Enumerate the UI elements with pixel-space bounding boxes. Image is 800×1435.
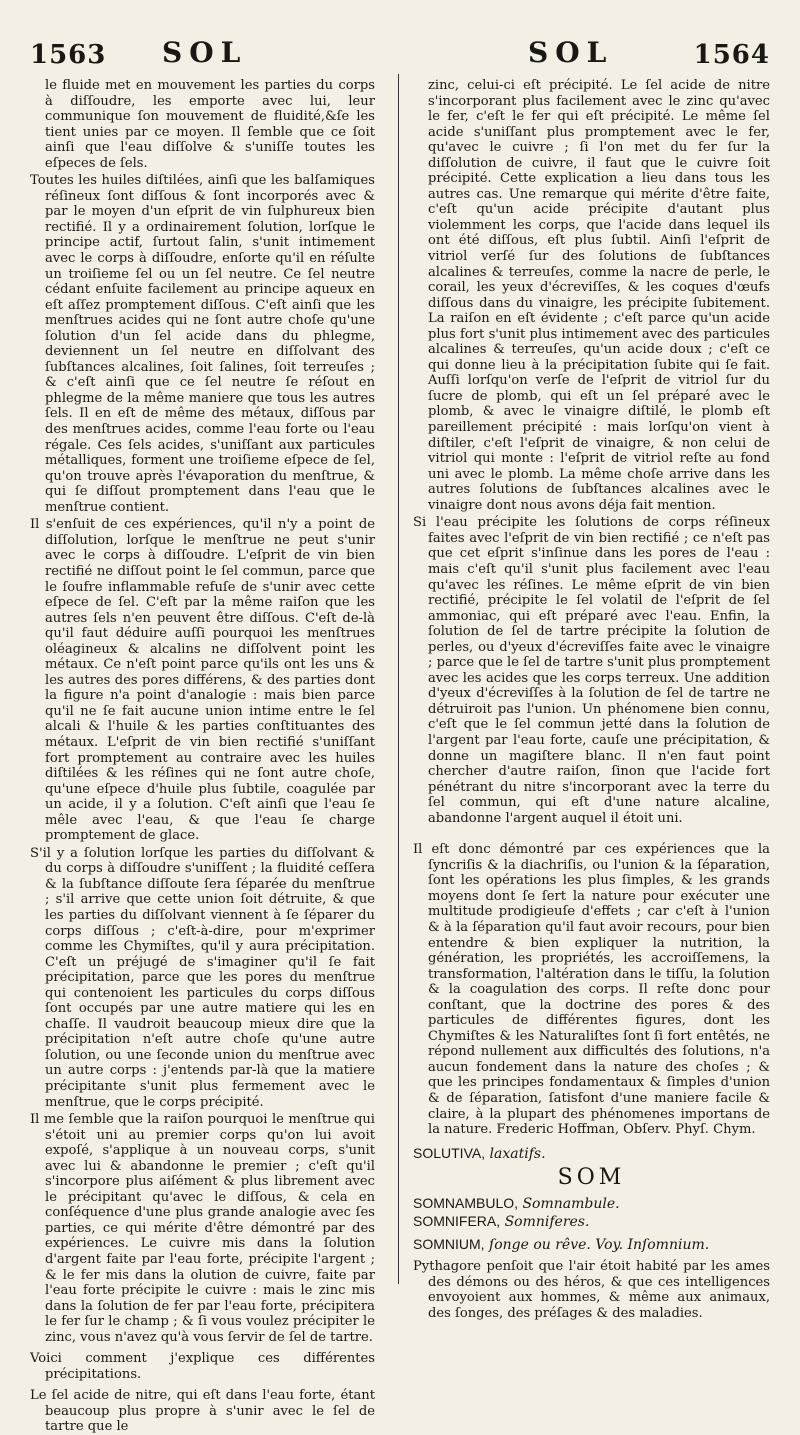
paragraph: Pythagore penſoit que l'air étoit habité par les ames des démons ou des héros, & que ces intelligences envoyoient aux hommes, & même aux animaux, des ſonges, des préſages & des maladies. (413, 1259, 770, 1322)
right-running-head: SOL (528, 36, 614, 69)
paragraph: zinc, celui-ci eſt précipité. Le ſel acide de nitre s'incorporant plus facilement avec le zinc qu'avec le fer, c'eſt le fer qui eſt précipité. Le même ſel acide s'uniſſant plus promptement avec le fer, qu'avec le cuivre ; ſi l'on met du fer ſur la diſſolution de cuivre, il faut que le cuivre ſoit précipité. Cette explication a lieu dans tous les autres cas. Une remarque qui mérite d'être faite, c'eſt qu'un acide précipite d'autant plus violemment les corps, que l'acide dans lequel ils ont été diſſous, eſt plus ſubtil. Ainſi l'eſprit de vitriol verſé ſur des ſolutions de ſubſtances alcalines & terreuſes, comme la nacre de perle, le corail, les yeux d'écreviſſes, & les coques d'œufs diſſous dans du vinaigre, les précipite ſubitement. La raiſon en eſt évidente ; c'eſt parce qu'un acide plus fort s'unit plus intimement avec des particules alcalines & terreuſes, qu'un acide doux ; c'eſt ce qui donne lieu à la précipitation ſubite qui ſe fait. Auſſi lorſqu'on verſe de l'eſprit de vitriol ſur du ſucre de plomb, qui eſt un ſel préparé avec le plomb, & avec le vinaigre diſtilé, le plomb eſt pareillement précipité : mais lorſqu'on vient à diſtiler, c'eſt l'eſprit de vinaigre, & non celui de vitriol qui monte : l'eſprit de vitriol reſte au fond uni avec le plomb. La même choſe arrive dans les autres ſolutions de ſubſtances alcalines avec le vinaigre dont nous avons déja fait mention. (428, 78, 770, 513)
entry-somnifera (413, 1214, 770, 1231)
entry-definition: Somnambule. (522, 1195, 620, 1212)
entry-headword: SOLUTIVA, (413, 1144, 486, 1161)
left-column (30, 78, 375, 1435)
paragraph: Il s'enſuit de ces expériences, qu'il n'y a point de diſſolution, lorſque le menſtrue ne peut s'unir avec le corps à diſſoudre. L'eſprit de vin bien rectifié ne diſſout point le ſel commun, parce que le ſoufre inflammable refuſe de s'unir avec cette eſpece de ſel. C'eſt par la même raiſon que les autres ſels n'en peuvent être diſſous. C'eſt de-là qu'il faut déduire auſſi pourquoi les menſtrues oléagineux & alcalins ne diſſolvent point les métaux. Ce n'eſt point parce qu'ils ont les uns & les autres des pores différens, & des parties dont la figure n'a point d'analogie : mais bien parce qu'il ne ſe fait aucune union intime entre le ſel alcali & l'huile & les parties conſtituantes des métaux. L'eſprit de vin bien rectifié s'uniſſant fort promptement au contraire avec les huiles diſtilées & les réſines qui ne ſont autre choſe, qu'une eſpece d'huile plus ſubtile, coagulée par un acide, il y a ſolution. C'eſt ainſi que l'eau ſe mêle avec l'eau, & que l'eau ſe charge promptement de glace. (30, 517, 375, 844)
entry-definition: ſonge ou rêve. Voy. Inſomnium. (489, 1236, 710, 1253)
paragraph: Voici comment j'explique ces différentes précipitations. (30, 1351, 375, 1382)
right-page-number: 1564 (693, 40, 770, 70)
paragraph: Si l'eau précipite les ſolutions de corps réſineux faites avec l'eſprit de vin bien rectifié ; ce n'eſt pas que cet eſprit s'inſinue dans les pores de l'eau : mais c'eſt qu'il s'unit plus facilement avec l'eau qu'avec les réſines. Le même eſprit de vin bien rectifié, précipite le ſel volatil de l'eſprit de ſel ammoniac, qui eſt préparé avec l'eau. Enfin, la ſolution de ſel de tartre précipite la ſolution de perles, ou d'yeux d'écreviſſes faite avec le vinaigre ; parce que le ſel de tartre s'unit plus promptement avec les acides que les corps terreux. Une addition d'yeux d'écreviſſes à la ſolution de ſel de tartre ne détruiroit pas l'union. Un phénomene bien connu, c'eſt que le ſel commun jetté dans la ſolution de l'argent par l'eau forte, cauſe une précipitation, & donne un magiſtere blanc. Il n'en faut point chercher d'autre raiſon, ſinon que l'acide fort pénétrant du nitre s'incorporant avec la terre du ſel commun, qui eſt d'une nature alcaline, abandonne l'argent auquel il étoit uni. (413, 515, 770, 826)
section-heading: SOM (557, 1165, 626, 1191)
paragraph: Le ſel acide de nitre, qui eſt dans l'eau forte, étant beaucoup plus propre à s'unir avec le ſel de tartre que le (30, 1388, 375, 1435)
left-page-number: 1563 (30, 40, 107, 70)
entry-headword: SOMNIFERA, (413, 1213, 501, 1230)
entry-somnium (413, 1237, 770, 1254)
entry-solutiva (413, 1146, 770, 1163)
column-divider (398, 74, 399, 1284)
entry-definition: Somniferes. (504, 1214, 590, 1231)
entry-headword: SOMNIUM, (413, 1235, 485, 1252)
paragraph: le fluide met en mouvement les parties du corps à diſſoudre, les emporte avec lui, leur communique ſon mouvement de fluidité,&ſe les tient unies par ce moyen. Il ſemble que ce ſoit ainſi que l'eau diſſolve & s'uniſſe toutes les eſpeces de ſels. (45, 78, 375, 171)
paragraph: Toutes les huiles diſtilées, ainſi que les balſamiques réſineux ſont diſſous & ſont incorporés avec & par le moyen d'un eſprit de vin ſulphureux bien rectifié. Il y a ordinairement ſolution, lorſque le principe actif, ſurtout ſalin, s'unit intimement avec le corps à diſſoudre, enſorte qu'il en réſulte un troiſieme ſel ou un ſel neutre. Ce ſel neutre cédant enſuite facilement au principe aqueux en eſt aſſez promptement diſſous. C'eſt ainſi que les menſtrues acides qui ne ſont autre choſe qu'une ſolution d'un ſel acide dans du phlegme, deviennent un ſel neutre en diſſolvant des ſubſtances alcalines, ſoit ſalines, ſoit terreuſes ; & c'eſt ainſi que ce ſel neutre ſe réſout en phlegme de la même maniere que tous les autres ſels. Il en eſt de même des métaux, diſſous par des menſtrues acides, comme l'eau forte ou l'eau régale. Ces ſels acides, s'uniſſant aux particules métalliques, forment une troiſieme eſpece de ſel, qu'on trouve après l'évaporation du menſtrue, & qui ſe diſſout promptement dans l'eau que le menſtrue contient. (30, 173, 375, 515)
right-column (413, 78, 770, 1322)
paragraph: Il me ſemble que la raiſon pourquoi le menſtrue qui s'étoit uni au premier corps qu'on lui avoit expoſé, s'applique à un nouveau corps, s'unit avec lui & abandonne le premier ; c'eſt qu'il s'incorpore plus aiſément & plus librement avec le précipitant qu'avec le diſſous, & cela en conſéquence d'une plus grande analogie avec ſes parties, ce qui mérite d'être démontré par des expériences. Le cuivre mis dans la ſolution d'argent faite par l'eau forte, précipite l'argent ; & le fer mis dans la olution de cuivre, faite par l'eau forte précipite le cuivre : mais le zinc mis dans la ſolution de fer par l'eau forte, précipitera le fer ſur le champ ; & ſi vous voulez précipiter le zinc, vous n'avez qu'à vous ſervir de ſel de tartre. (30, 1112, 375, 1345)
page-header (0, 36, 800, 70)
entry-definition: laxatifs. (489, 1145, 546, 1162)
paragraph: S'il y a ſolution lorſque les parties du diſſolvant & du corps à diſſoudre s'uniſſent ; la fluidité ceſſera & la ſubſtance diſſoute ſera ſéparée du menſtrue ; s'il arrive que cette union ſoit détruite, & que les parties du diſſolvant viennent à ſe ſéparer du corps diſſous ; c'eſt-à-dire, pour m'exprimer comme les Chymiſtes, qu'il y aura précipitation. C'eſt un préjugé de s'imaginer qu'il ſe fait précipitation, parce que les pores du menſtrue qui contenoient les particules du corps diſſous ſont occupés par une autre matiere qui les en chaſſe. Il vaudroit beaucoup mieux dire que la précipitation n'eſt autre choſe qu'une autre ſolution, ou une ſeconde union du menſtrue avec un autre corps : j'entends par-là que la matiere précipitante s'unit plus fermement avec le menſtrue, que le corps précipité. (30, 845, 375, 1110)
entry-somnambulo (413, 1196, 770, 1213)
entry-headword: SOMNAMBULO, (413, 1194, 519, 1211)
paragraph: Il eſt donc démontré par ces expériences que la ſyncriſis & la diachriſis, ou l'union & la ſéparation, ſont les opérations les plus ſimples, & les grands moyens dont ſe ſert la nature pour exécuter une multitude prodigieuſe d'effets ; car c'eſt à l'union & à la ſéparation qu'il faut avoir recours, pour bien entendre & bien expliquer la nutrition, la génération, les propriétés, les accroiſſemens, la transformation, l'altération dans le tiſſu, la ſolution & la coagulation des corps. Il reſte donc pour conſtant, que la doctrine des pores & des particules de différentes figures, dont les Chymiſtes & les Naturaliſtes ſont ſi fort entêtés, ne répond nullement aux difficultés des ſolutions, n'a aucun fondement dans la nature des choſes ; & que les principes fondamentaux & ſimples d'union & de ſéparation, ſatisfont d'une maniere facile & claire, à la plupart des phénomenes importans de la nature. Frederic Hoffman, Obſerv. Phyſ. Chym. (413, 842, 770, 1138)
left-running-head: SOL (162, 36, 248, 69)
